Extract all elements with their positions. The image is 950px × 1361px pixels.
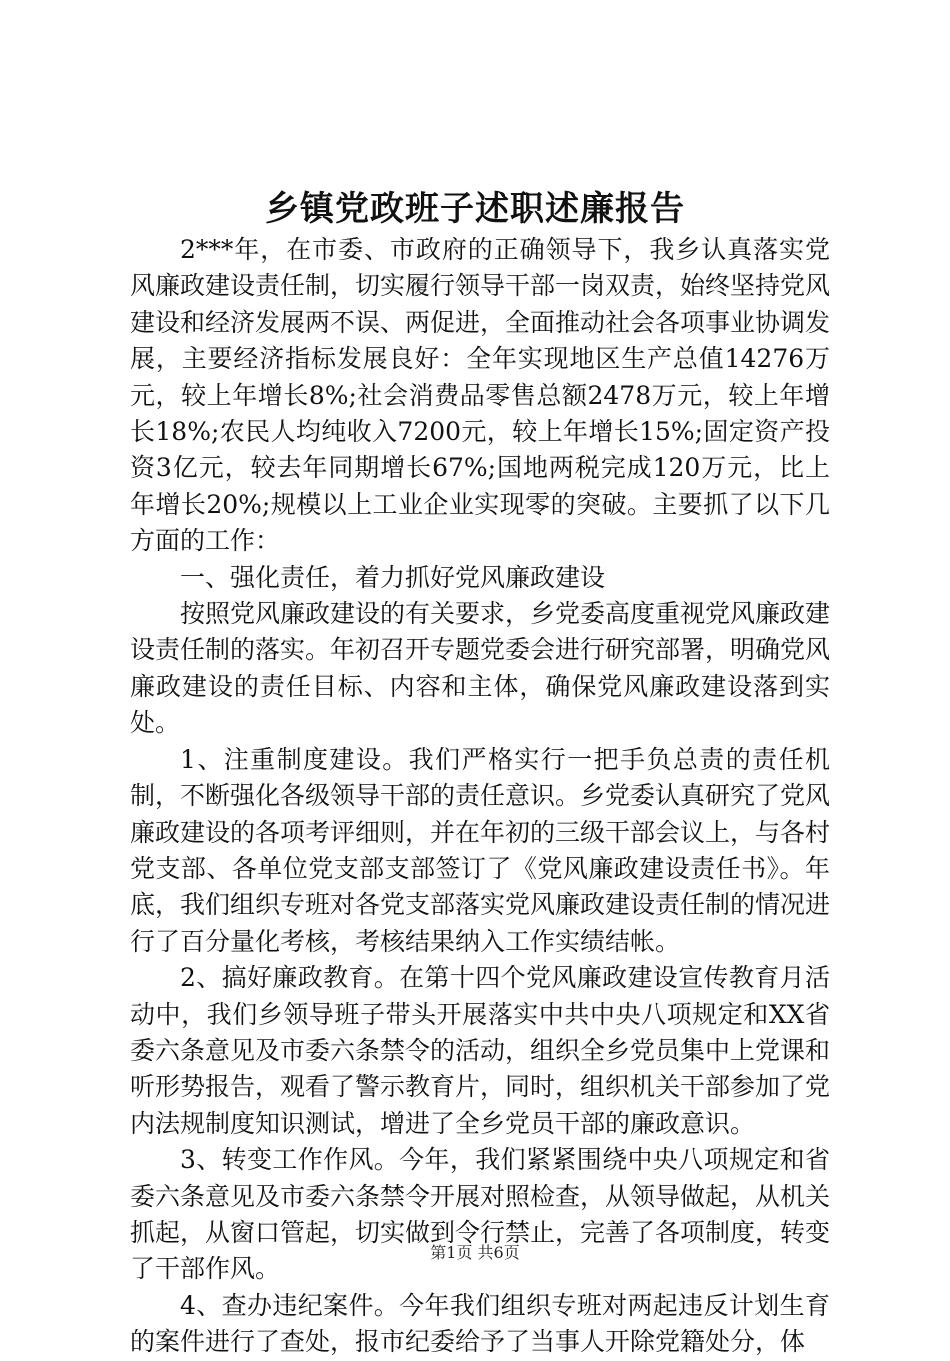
body-paragraph: 1、注重制度建设。我们严格实行一把手负总责的责任机制，不断强化各级领导干部的责任意识。乡党委认真研究了党风廉政建设的各项考评细则，并在年初的三级干部会议上，与各村党支部、各单位党支部支部签订了《党风廉政建设责任书》。年底，我们组织专班对各党支部落实党风廉政建设责任制的情况进行了百分量化考核，考核结果纳入工作实绩结帐。 — [130, 744, 831, 956]
document-body — [130, 232, 830, 1361]
page-number: 第1页 共6页 — [430, 1243, 520, 1262]
body-paragraph: 4、查办违纪案件。今年我们组织专班对两起违反计划生育的案件进行了查处，报市纪委给予了当事人开除党籍处分，体 — [130, 1290, 830, 1357]
intro-paragraph: 2***年，在市委、市政府的正确领导下，我乡认真落实党风廉政建设责任制，切实履行领导干部一岗双责，始终坚持党风建设和经济发展两不误、两促进，全面推动社会各项事业协调发展，主要经济指标发展良好：全年实现地区生产总值14276万元，较上年增长8%;社会消费品零售总额2478万元，较上年增长18%;农民人均纯收入7200元，较上年增长15%;固定资产投资3亿元，较去年同期增长67%;国地两税完成120万元，比上年增长20%;规模以上工业企业实现零的突破。主要抓了以下几方面的工作： — [130, 235, 831, 556]
section-heading: 一、强化责任，着力抓好党风廉政建设 — [180, 562, 606, 592]
body-paragraph: 按照党风廉政建设的有关要求，乡党委高度重视党风廉政建设责任制的落实。年初召开专题党委会进行研究部署，明确党风廉政建设的责任目标、内容和主体，确保党风廉政建设落到实处。 — [130, 599, 831, 738]
body-paragraph: 2、搞好廉政教育。在第十四个党风廉政建设宣传教育月活动中，我们乡领导班子带头开展落实中共中央八项规定和XX省委六条意见及市委六条禁令的活动，组织全乡党员集中上党课和听形势报告，观看了警示教育片，同时，组织机关干部参加了党内法规制度知识测试，增进了全乡党员干部的廉政意识。 — [130, 963, 831, 1138]
document-title: 乡镇党政班子述职述廉报告 — [265, 189, 685, 229]
body-paragraph: 3、转变工作作风。今年，我们紧紧围绕中央八项规定和省委六条意见及市委六条禁令开展对照检查，从领导做起，从机关抓起，从窗口管起，切实做到令行禁止，完善了各项制度，转变了干部作风。 — [130, 1145, 831, 1284]
